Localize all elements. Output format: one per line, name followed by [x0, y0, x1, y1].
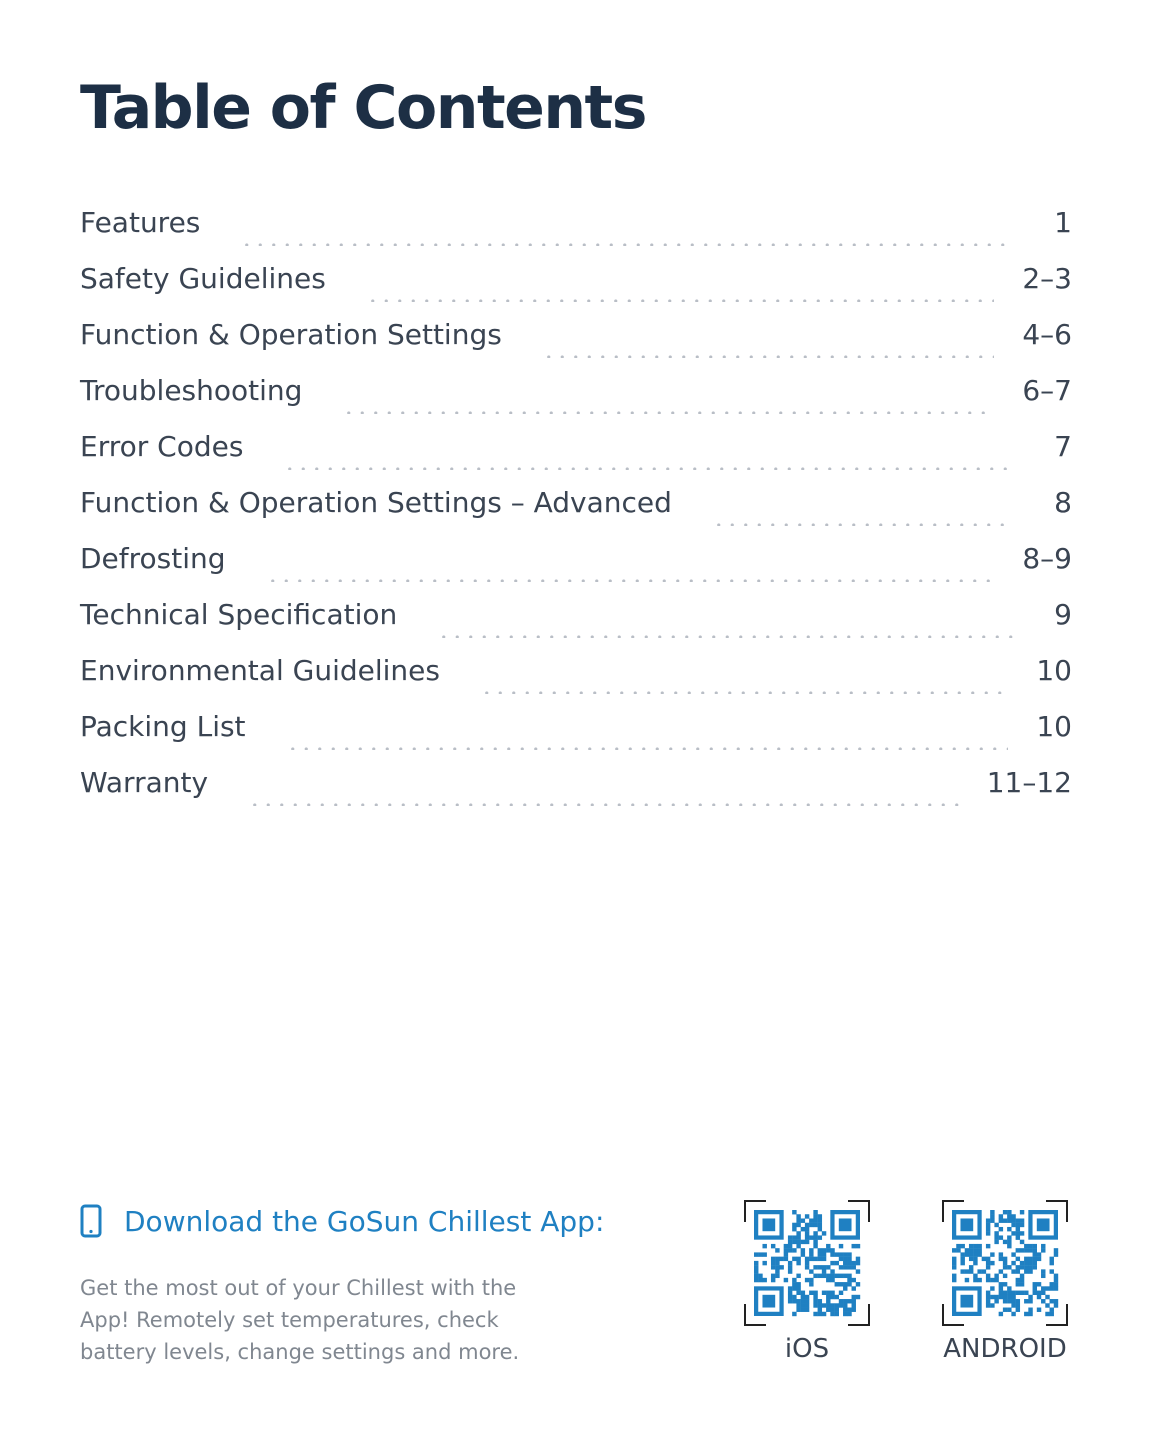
- toc-entry-label: Environmental Guidelines: [80, 654, 440, 687]
- toc-entry-page: 6–7: [1022, 374, 1072, 407]
- dot-leader: [342, 411, 994, 414]
- toc-entry-environmental-guidelines[interactable]: [80, 654, 1072, 710]
- toc-entry-label: Features: [80, 206, 201, 239]
- toc-entry-label: Packing List: [80, 710, 246, 743]
- qr-label-ios: iOS: [784, 1334, 830, 1364]
- dot-leader: [480, 691, 1008, 694]
- dot-leader: [437, 635, 1014, 638]
- toc-entry-page: 4–6: [1022, 318, 1072, 351]
- toc-entry-page: 8: [1054, 486, 1072, 519]
- toc-entry-defrosting[interactable]: [80, 542, 1072, 598]
- table-of-contents: [80, 206, 1072, 822]
- toc-entry-label: Troubleshooting: [80, 374, 303, 407]
- page-title: Table of Contents: [80, 73, 646, 143]
- qr-code-image: [744, 1200, 870, 1326]
- toc-entry-label: Safety Guidelines: [80, 262, 326, 295]
- dot-leader: [283, 467, 1014, 470]
- qr-code-image: [942, 1200, 1068, 1326]
- toc-entry-page: 10: [1036, 710, 1072, 743]
- qr-code-ios[interactable]: [744, 1200, 870, 1364]
- dot-leader: [712, 523, 1014, 526]
- toc-entry-page: 10: [1036, 654, 1072, 687]
- app-download-description: Get the most out of your Chillest with the App! Remotely set temperatures, check battery levels, change settings and more.: [80, 1276, 520, 1364]
- qr-code-icon: [744, 1200, 870, 1326]
- toc-entry-packing-list[interactable]: [80, 710, 1072, 766]
- dot-leader: [240, 243, 1014, 246]
- toc-entry-page: 7: [1054, 430, 1072, 463]
- toc-entry-label: Warranty: [80, 766, 209, 799]
- toc-entry-label: Function & Operation Settings: [80, 318, 502, 351]
- toc-entry-page: 2–3: [1022, 262, 1072, 295]
- toc-entry-warranty[interactable]: [80, 766, 1072, 822]
- toc-entry-function-operation-settings[interactable]: [80, 318, 1072, 374]
- dot-leader: [542, 355, 995, 358]
- toc-entry-label: Function & Operation Settings – Advanced: [80, 486, 672, 519]
- qr-code-icon: [942, 1200, 1068, 1326]
- toc-entry-safety-guidelines[interactable]: [80, 262, 1072, 318]
- toc-entry-troubleshooting[interactable]: [80, 374, 1072, 430]
- toc-entry-label: Defrosting: [80, 542, 226, 575]
- dot-leader: [266, 579, 995, 582]
- toc-entry-page: 11–12: [986, 766, 1072, 799]
- dot-leader: [286, 747, 1009, 750]
- toc-entry-function-operation-settings-advanced[interactable]: [80, 486, 1072, 542]
- app-download-heading: [80, 1204, 640, 1238]
- qr-code-android[interactable]: [928, 1200, 1082, 1364]
- dot-leader: [248, 803, 959, 806]
- toc-entry-page: 8–9: [1022, 542, 1072, 575]
- toc-entry-page: 9: [1054, 598, 1072, 631]
- toc-entry-features[interactable]: [80, 206, 1072, 262]
- app-download-section: [80, 1204, 640, 1368]
- qr-label-android: ANDROID: [943, 1334, 1067, 1364]
- toc-entry-page: 1: [1054, 206, 1072, 239]
- toc-entry-label: Error Codes: [80, 430, 244, 463]
- toc-entry-label: Technical Specification: [80, 598, 398, 631]
- app-download-title: Download the GoSun Chillest App:: [124, 1204, 605, 1238]
- phone-icon: [80, 1204, 102, 1238]
- toc-entry-error-codes[interactable]: [80, 430, 1072, 486]
- dot-leader: [366, 299, 995, 302]
- toc-entry-technical-specification[interactable]: [80, 598, 1072, 654]
